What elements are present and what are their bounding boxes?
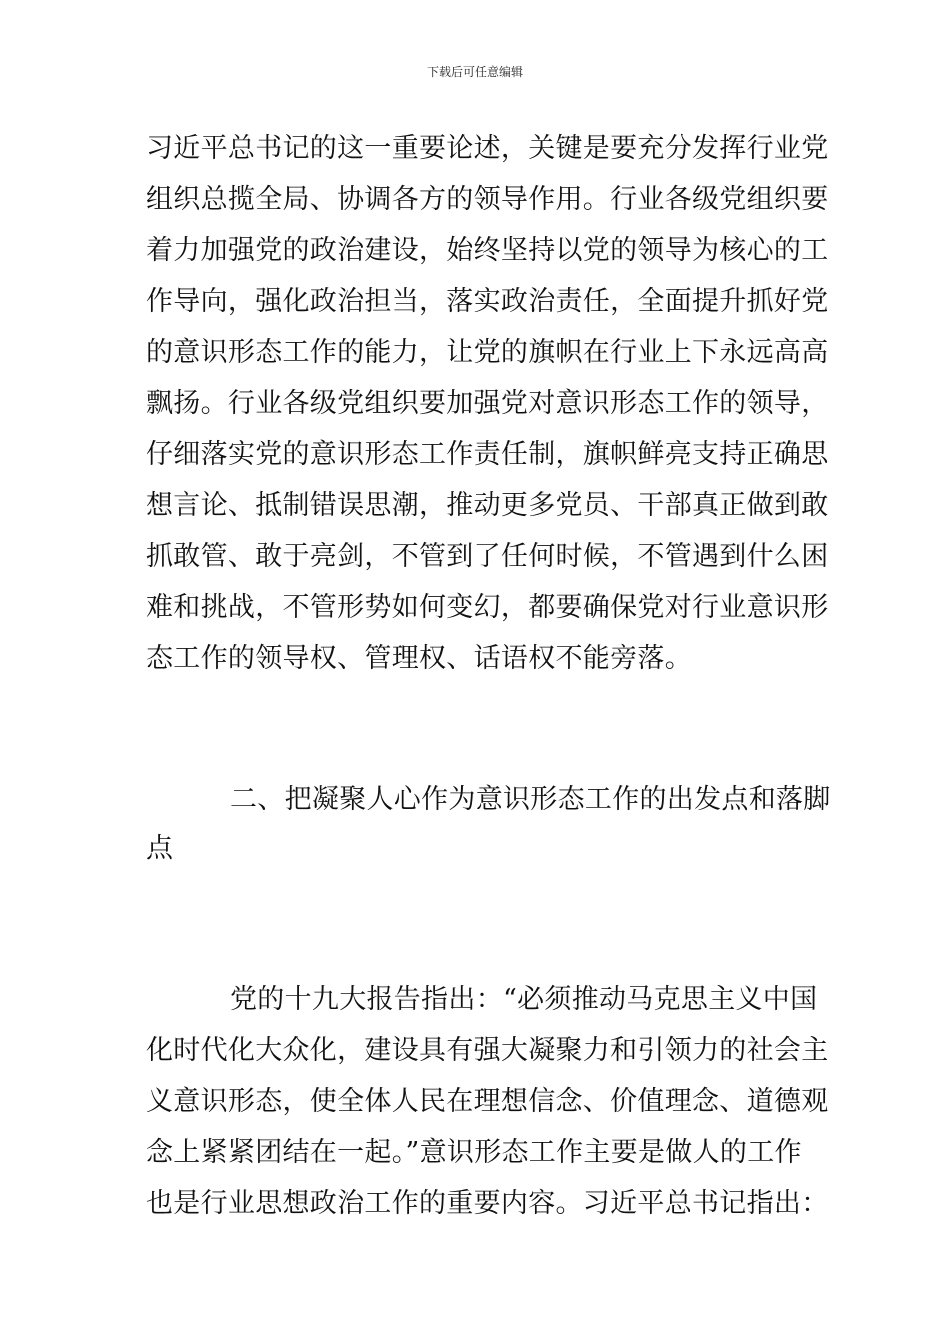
paragraph-1-line: 习近平总书记的这一重要论述，关键是要充分发挥行业党 <box>146 133 829 164</box>
section-heading-line: 点 <box>146 833 174 864</box>
paragraph-2-line: 义意识形态，使全体人民在理想信念、价值理念、道德观 <box>146 1086 829 1117</box>
paragraph-1-line: 想言论、抵制错误思潮，推动更多党员、干部真正做到敢 <box>146 490 829 521</box>
page-header: 下载后可任意编辑 <box>426 65 523 79</box>
paragraph-2-line: 化时代化大众化，建设具有强大凝聚力和引领力的社会主 <box>146 1035 829 1066</box>
paragraph-1-line: 的意识形态工作的能力，让党的旗帜在行业上下永远高高 <box>146 337 829 368</box>
paragraph-1-line: 态工作的领导权、管理权、话语权不能旁落。 <box>146 643 692 674</box>
paragraph-1-line: 仔细落实党的意识形态工作责任制，旗帜鲜亮支持正确思 <box>146 439 829 470</box>
paragraph-1-line: 作导向，强化政治担当，落实政治责任，全面提升抓好党 <box>146 286 829 317</box>
paragraph-1-line: 抓敢管、敢于亮剑，不管到了任何时候，不管遇到什么困 <box>146 541 829 572</box>
paragraph-1-line: 组织总揽全局、协调各方的领导作用。行业各级党组织要 <box>146 184 829 215</box>
paragraph-2-line: 念上紧紧团结在一起。”意识形态工作主要是做人的工作 <box>146 1137 802 1168</box>
section-heading-line: 二、把凝聚人心作为意识形态工作的出发点和落脚 <box>230 784 831 815</box>
paragraph-2-line: 也是行业思想政治工作的重要内容。习近平总书记指出： <box>146 1188 829 1219</box>
paragraph-1-line: 着力加强党的政治建设，始终坚持以党的领导为核心的工 <box>146 235 829 266</box>
paragraph-2-line: 党的十九大报告指出：“必须推动马克思主义中国 <box>230 984 818 1015</box>
paragraph-1-line: 难和挑战，不管形势如何变幻，都要确保党对行业意识形 <box>146 592 829 623</box>
paragraph-1-line: 飘扬。行业各级党组织要加强党对意识形态工作的领导， <box>146 388 829 419</box>
